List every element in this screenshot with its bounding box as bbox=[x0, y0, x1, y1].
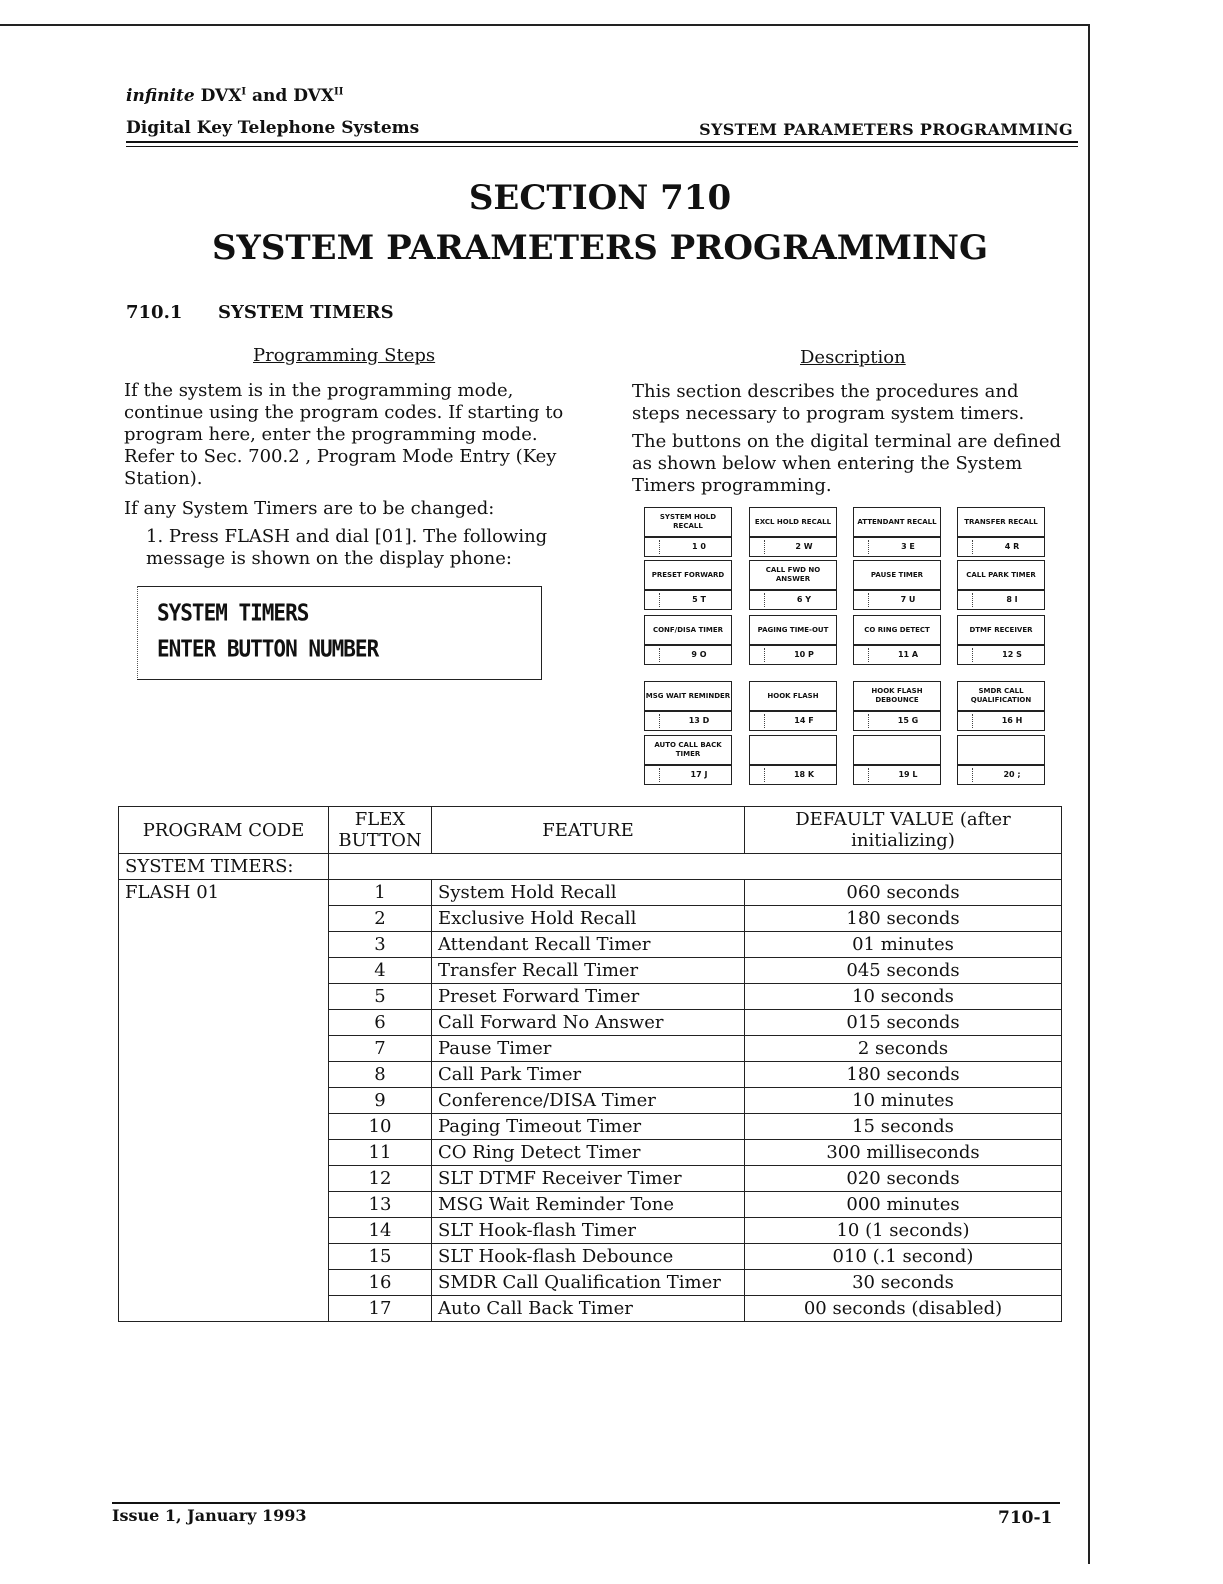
default-cell: 180 seconds bbox=[745, 1062, 1062, 1088]
flex-cell: 9 bbox=[329, 1088, 432, 1114]
led-indicator-icon bbox=[858, 540, 869, 554]
flex-button-number: 12 S bbox=[1002, 650, 1022, 659]
flex-button-20 bbox=[957, 735, 1045, 785]
program-code-cell bbox=[119, 1244, 329, 1270]
led-indicator-icon bbox=[649, 714, 660, 728]
feature-cell: Attendant Recall Timer bbox=[432, 932, 745, 958]
flex-button-key bbox=[957, 645, 1045, 665]
table-header-row bbox=[119, 807, 1062, 854]
brand-sup1: I bbox=[241, 86, 247, 98]
flex-cell: 16 bbox=[329, 1270, 432, 1296]
header-rule bbox=[126, 141, 1078, 143]
led-indicator-icon bbox=[962, 593, 973, 607]
page-top-border bbox=[0, 24, 1090, 26]
feature-cell: SLT Hook-flash Debounce bbox=[432, 1244, 745, 1270]
program-code-cell bbox=[119, 932, 329, 958]
led-indicator-icon bbox=[649, 593, 660, 607]
flex-button-label: EXCL HOLD RECALL bbox=[749, 507, 837, 537]
feature-cell: System Hold Recall bbox=[432, 880, 745, 906]
flex-cell: 8 bbox=[329, 1062, 432, 1088]
default-cell: 01 minutes bbox=[745, 932, 1062, 958]
flex-button-number: 13 D bbox=[688, 716, 710, 725]
table-row bbox=[119, 1036, 1062, 1062]
brand-dvx2: DVX bbox=[293, 86, 335, 106]
flex-button-8 bbox=[957, 560, 1045, 610]
step-1: 1. Press FLASH and dial [01]. The following message is shown on the display phone: bbox=[146, 526, 548, 569]
flex-button-key bbox=[749, 645, 837, 665]
flex-button-4 bbox=[957, 507, 1045, 557]
table-row bbox=[119, 1166, 1062, 1192]
display-line-2: ENTER BUTTON NUMBER bbox=[157, 635, 379, 663]
program-code-cell: FLASH 01 bbox=[119, 880, 329, 906]
flex-button-15 bbox=[853, 681, 941, 731]
flex-button-18 bbox=[749, 735, 837, 785]
default-cell: 2 seconds bbox=[745, 1036, 1062, 1062]
flex-button-2 bbox=[749, 507, 837, 557]
flex-button-key bbox=[749, 590, 837, 610]
table-row bbox=[119, 1140, 1062, 1166]
feature-cell: SMDR Call Qualification Timer bbox=[432, 1270, 745, 1296]
flex-button-7 bbox=[853, 560, 941, 610]
program-code-cell bbox=[119, 958, 329, 984]
led-indicator-icon bbox=[858, 648, 869, 662]
table-row bbox=[119, 906, 1062, 932]
brand-prefix: infinite bbox=[126, 86, 195, 106]
flex-button-key bbox=[644, 765, 732, 785]
flex-button-14 bbox=[749, 681, 837, 731]
flex-button-label: CALL FWD NO ANSWER bbox=[749, 560, 837, 590]
table-row bbox=[119, 880, 1062, 906]
table-row bbox=[119, 984, 1062, 1010]
section-number: SECTION 710 bbox=[468, 178, 732, 218]
program-code-cell bbox=[119, 1036, 329, 1062]
table-row bbox=[119, 1296, 1062, 1322]
flex-button-number: 16 H bbox=[1001, 716, 1023, 725]
flex-button-label: SMDR CALL QUALIFICATION bbox=[957, 681, 1045, 711]
flex-button-number: 18 K bbox=[793, 770, 815, 779]
flex-button-key bbox=[957, 711, 1045, 731]
led-indicator-icon bbox=[858, 768, 869, 782]
flex-button-key bbox=[749, 537, 837, 557]
feature-cell: SLT Hook-flash Timer bbox=[432, 1218, 745, 1244]
flex-button-label: ATTENDANT RECALL bbox=[853, 507, 941, 537]
table-row bbox=[119, 1218, 1062, 1244]
header-subtitle: Digital Key Telephone Systems bbox=[126, 118, 420, 138]
programming-steps-heading: Programming Steps bbox=[253, 345, 436, 366]
table-row bbox=[119, 1088, 1062, 1114]
flex-button-6 bbox=[749, 560, 837, 610]
flex-cell: 10 bbox=[329, 1114, 432, 1140]
flex-cell: 14 bbox=[329, 1218, 432, 1244]
flex-button-key bbox=[957, 537, 1045, 557]
flex-button-10 bbox=[749, 615, 837, 665]
default-cell: 30 seconds bbox=[745, 1270, 1062, 1296]
subsection-title: SYSTEM TIMERS bbox=[218, 302, 394, 323]
led-indicator-icon bbox=[649, 768, 660, 782]
feature-cell: Call Forward No Answer bbox=[432, 1010, 745, 1036]
flex-button-3 bbox=[853, 507, 941, 557]
col-default-value: DEFAULT VALUE (after initializing) bbox=[745, 807, 1062, 854]
col-flex-button: FLEX BUTTON bbox=[329, 807, 432, 854]
flex-cell: 12 bbox=[329, 1166, 432, 1192]
flex-button-1 bbox=[644, 507, 732, 557]
flex-button-key bbox=[749, 711, 837, 731]
program-code-cell bbox=[119, 1010, 329, 1036]
footer-page-number: 710-1 bbox=[998, 1508, 1053, 1528]
table-row bbox=[119, 1062, 1062, 1088]
flex-button-number: 14 F bbox=[794, 716, 814, 725]
program-code-cell bbox=[119, 1088, 329, 1114]
display-edge bbox=[137, 586, 139, 678]
flex-button-5 bbox=[644, 560, 732, 610]
program-code-cell bbox=[119, 1062, 329, 1088]
description-paragraph-1: This section describes the procedures and steps necessary to program system timers. bbox=[632, 381, 1025, 424]
table-row bbox=[119, 1192, 1062, 1218]
default-cell: 10 seconds bbox=[745, 984, 1062, 1010]
feature-cell: Pause Timer bbox=[432, 1036, 745, 1062]
default-cell: 060 seconds bbox=[745, 880, 1062, 906]
flex-button-label: CO RING DETECT bbox=[853, 615, 941, 645]
flex-cell: 11 bbox=[329, 1140, 432, 1166]
feature-cell: SLT DTMF Receiver Timer bbox=[432, 1166, 745, 1192]
flex-button-key bbox=[853, 645, 941, 665]
default-cell: 10 minutes bbox=[745, 1088, 1062, 1114]
flex-button-key bbox=[644, 590, 732, 610]
flex-button-number: 19 L bbox=[898, 770, 918, 779]
flex-button-key bbox=[853, 765, 941, 785]
flex-button-label: MSG WAIT REMINDER bbox=[644, 681, 732, 711]
flex-button-label: SYSTEM HOLD RECALL bbox=[644, 507, 732, 537]
flex-button-number: 10 P bbox=[794, 650, 814, 659]
section-title: SYSTEM PARAMETERS PROGRAMMING bbox=[212, 228, 988, 268]
led-indicator-icon bbox=[754, 648, 765, 662]
col-program-code: PROGRAM CODE bbox=[119, 807, 329, 854]
led-indicator-icon bbox=[754, 714, 765, 728]
flex-cell: 4 bbox=[329, 958, 432, 984]
flex-button-17 bbox=[644, 735, 732, 785]
program-code-cell bbox=[119, 1270, 329, 1296]
description-heading: Description bbox=[800, 347, 906, 368]
intro-paragraph: If the system is in the programming mode, continue using the program codes. If starting to program here, enter the programming mode. Refer to Sec. 700.2 , Program Mode Entry (Key Station). bbox=[124, 380, 564, 489]
group-label: SYSTEM TIMERS: bbox=[119, 854, 329, 880]
led-indicator-icon bbox=[962, 714, 973, 728]
program-code-cell bbox=[119, 1166, 329, 1192]
flex-cell: 13 bbox=[329, 1192, 432, 1218]
flex-button-key bbox=[957, 765, 1045, 785]
feature-cell: Transfer Recall Timer bbox=[432, 958, 745, 984]
flex-button-key bbox=[853, 590, 941, 610]
flex-button-11 bbox=[853, 615, 941, 665]
brand-and: and bbox=[252, 86, 288, 106]
group-spacer bbox=[329, 854, 1062, 880]
default-cell: 010 (.1 second) bbox=[745, 1244, 1062, 1270]
led-indicator-icon bbox=[962, 648, 973, 662]
program-code-cell bbox=[119, 1140, 329, 1166]
header-brand bbox=[126, 86, 343, 106]
led-indicator-icon bbox=[754, 593, 765, 607]
display-panel bbox=[137, 586, 542, 680]
flex-button-label: AUTO CALL BACK TIMER bbox=[644, 735, 732, 765]
flex-cell: 2 bbox=[329, 906, 432, 932]
flex-button-key bbox=[644, 645, 732, 665]
feature-cell: Preset Forward Timer bbox=[432, 984, 745, 1010]
led-indicator-icon bbox=[649, 648, 660, 662]
flex-button-19 bbox=[853, 735, 941, 785]
feature-cell: Paging Timeout Timer bbox=[432, 1114, 745, 1140]
program-code-cell bbox=[119, 1218, 329, 1244]
flex-button-number: 5 T bbox=[692, 595, 706, 604]
default-cell: 020 seconds bbox=[745, 1166, 1062, 1192]
change-paragraph: If any System Timers are to be changed: bbox=[124, 498, 495, 519]
table-row bbox=[119, 1010, 1062, 1036]
flex-button-number: 11 A bbox=[897, 650, 919, 659]
footer-rule bbox=[112, 1502, 1060, 1504]
led-indicator-icon bbox=[858, 714, 869, 728]
default-cell: 00 seconds (disabled) bbox=[745, 1296, 1062, 1322]
feature-cell: Call Park Timer bbox=[432, 1062, 745, 1088]
flex-button-number: 6 Y bbox=[796, 595, 812, 604]
footer-issue: Issue 1, January 1993 bbox=[112, 1506, 307, 1525]
flex-cell: 17 bbox=[329, 1296, 432, 1322]
flex-cell: 5 bbox=[329, 984, 432, 1010]
table-row bbox=[119, 958, 1062, 984]
program-code-cell bbox=[119, 984, 329, 1010]
feature-cell: Conference/DISA Timer bbox=[432, 1088, 745, 1114]
feature-cell: Auto Call Back Timer bbox=[432, 1296, 745, 1322]
flex-button-number: 8 I bbox=[1006, 595, 1018, 604]
feature-cell: Exclusive Hold Recall bbox=[432, 906, 745, 932]
flex-button-label: TRANSFER RECALL bbox=[957, 507, 1045, 537]
description-paragraph-2: The buttons on the digital terminal are defined as shown below when entering the System Timers programming. bbox=[632, 431, 1062, 496]
led-indicator-icon bbox=[858, 593, 869, 607]
led-indicator-icon bbox=[649, 540, 660, 554]
flex-cell: 7 bbox=[329, 1036, 432, 1062]
program-code-table bbox=[118, 806, 1062, 1322]
flex-button-label bbox=[749, 735, 837, 765]
default-cell: 000 minutes bbox=[745, 1192, 1062, 1218]
program-code-cell bbox=[119, 1192, 329, 1218]
header-rule-thin bbox=[126, 146, 1078, 147]
flex-cell: 6 bbox=[329, 1010, 432, 1036]
flex-button-label: PAUSE TIMER bbox=[853, 560, 941, 590]
flex-button-number: 3 E bbox=[901, 542, 915, 551]
flex-button-label bbox=[957, 735, 1045, 765]
flex-button-key bbox=[957, 590, 1045, 610]
flex-cell: 15 bbox=[329, 1244, 432, 1270]
program-code-cell bbox=[119, 906, 329, 932]
feature-cell: MSG Wait Reminder Tone bbox=[432, 1192, 745, 1218]
flex-button-13 bbox=[644, 681, 732, 731]
flex-button-label: CALL PARK TIMER bbox=[957, 560, 1045, 590]
feature-cell: CO Ring Detect Timer bbox=[432, 1140, 745, 1166]
default-cell: 10 (1 seconds) bbox=[745, 1218, 1062, 1244]
display-line-1: SYSTEM TIMERS bbox=[157, 599, 309, 627]
table-row bbox=[119, 1114, 1062, 1140]
flex-button-key bbox=[853, 711, 941, 731]
led-indicator-icon bbox=[962, 540, 973, 554]
table-group-row bbox=[119, 854, 1062, 880]
led-indicator-icon bbox=[962, 768, 973, 782]
flex-button-key bbox=[853, 537, 941, 557]
program-code-cell bbox=[119, 1114, 329, 1140]
flex-button-number: 9 O bbox=[691, 650, 707, 659]
flex-button-number: 4 R bbox=[1004, 542, 1020, 551]
flex-button-key bbox=[644, 537, 732, 557]
default-cell: 045 seconds bbox=[745, 958, 1062, 984]
flex-button-label: CONF/DISA TIMER bbox=[644, 615, 732, 645]
flex-button-12 bbox=[957, 615, 1045, 665]
flex-button-number: 2 W bbox=[795, 542, 813, 551]
flex-button-number: 15 G bbox=[897, 716, 919, 725]
led-indicator-icon bbox=[754, 540, 765, 554]
flex-button-key bbox=[749, 765, 837, 785]
flex-button-16 bbox=[957, 681, 1045, 731]
default-cell: 300 milliseconds bbox=[745, 1140, 1062, 1166]
brand-dvx1: DVX bbox=[200, 86, 242, 106]
flex-button-label: HOOK FLASH DEBOUNCE bbox=[853, 681, 941, 711]
flex-button-label: DTMF RECEIVER bbox=[957, 615, 1045, 645]
brand-sup2: II bbox=[334, 86, 344, 98]
flex-button-9 bbox=[644, 615, 732, 665]
table-row bbox=[119, 932, 1062, 958]
flex-button-label bbox=[853, 735, 941, 765]
flex-button-number: 17 J bbox=[690, 770, 708, 779]
program-code-cell bbox=[119, 1296, 329, 1322]
default-cell: 15 seconds bbox=[745, 1114, 1062, 1140]
flex-button-number: 1 0 bbox=[692, 542, 706, 551]
table-row bbox=[119, 1270, 1062, 1296]
subsection-number: 710.1 bbox=[126, 302, 183, 323]
default-cell: 180 seconds bbox=[745, 906, 1062, 932]
flex-cell: 1 bbox=[329, 880, 432, 906]
flex-cell: 3 bbox=[329, 932, 432, 958]
flex-button-label: PAGING TIME-OUT bbox=[749, 615, 837, 645]
header-section-name: SYSTEM PARAMETERS PROGRAMMING bbox=[699, 120, 1073, 139]
flex-button-label: HOOK FLASH bbox=[749, 681, 837, 711]
led-indicator-icon bbox=[754, 768, 765, 782]
flex-button-key bbox=[644, 711, 732, 731]
table-row bbox=[119, 1244, 1062, 1270]
default-cell: 015 seconds bbox=[745, 1010, 1062, 1036]
flex-button-number: 20 ; bbox=[1003, 770, 1021, 779]
flex-button-label: PRESET FORWARD bbox=[644, 560, 732, 590]
col-feature: FEATURE bbox=[432, 807, 745, 854]
flex-button-number: 7 U bbox=[900, 595, 916, 604]
